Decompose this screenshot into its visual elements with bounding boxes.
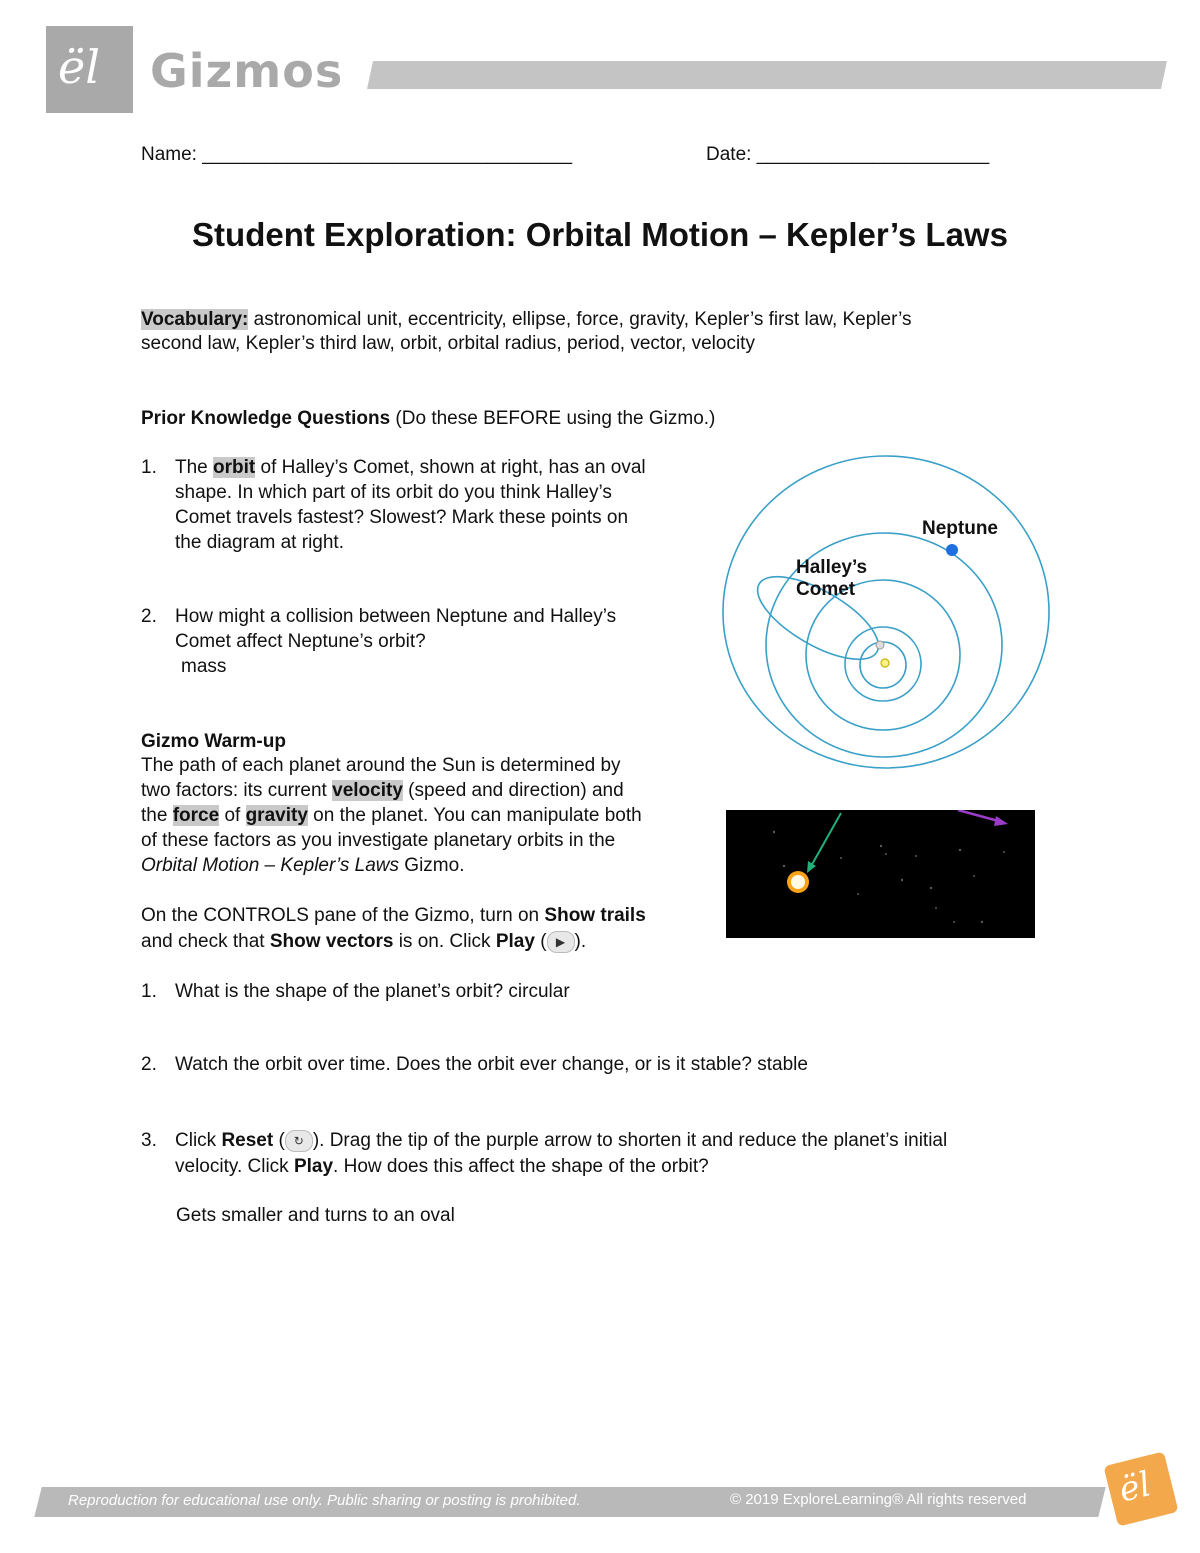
- vocabulary-line-2: second law, Kepler’s third law, orbit, orbital radius, period, vector, velocity: [141, 333, 755, 354]
- simulation-screenshot: [726, 810, 1035, 938]
- warmup-p1-line-4: of these factors as you investigate planetary orbits in the: [141, 830, 616, 851]
- gizmos-logo: [46, 26, 133, 113]
- prior-question-2-answer: mass: [181, 656, 227, 677]
- p1-l3-mid: of: [219, 805, 246, 826]
- warmup-heading: Gizmo Warm-up: [141, 731, 286, 752]
- neptune-label: Neptune: [922, 518, 998, 539]
- p1-l3-pre: the: [141, 805, 173, 826]
- prior-question-1: [141, 455, 646, 480]
- question-number: 1.: [141, 981, 157, 1002]
- planet-dot: [791, 875, 805, 889]
- question-number: 2.: [141, 1054, 157, 1075]
- halley-comet-dot: [876, 641, 884, 649]
- neptune-dot: [946, 544, 958, 556]
- sun-dot: [881, 659, 889, 667]
- date-field: Date: ______________________: [706, 144, 990, 165]
- vocabulary-line-1: [141, 307, 912, 332]
- term-force: force: [172, 805, 220, 826]
- q1-term-orbit: orbit: [213, 457, 256, 478]
- play-label-2: Play: [293, 1156, 334, 1177]
- show-trails-label: Show trails: [544, 905, 646, 926]
- warmup-q1-text: What is the shape of the planet’s orbit? circular: [175, 981, 570, 1002]
- q3-l2-pre: velocity. Click: [175, 1156, 294, 1177]
- halley-label-line-2: Comet: [796, 579, 856, 600]
- prior-question-2: [141, 604, 616, 629]
- warmup-question-2: [141, 1052, 808, 1077]
- name-field: Name: ___________________________________: [141, 144, 573, 165]
- reset-label: Reset: [221, 1130, 274, 1151]
- q3-post: ). Drag the tip of the purple arrow to shorten it and reduce the planet’s initial: [312, 1130, 948, 1151]
- p2-l2-close: ).: [574, 931, 587, 952]
- play-icon: ▶: [547, 931, 575, 953]
- q1-text-pre: The: [175, 457, 214, 478]
- header-bar: [367, 61, 1167, 89]
- q3-pre: Click: [175, 1130, 222, 1151]
- p2-l2-pre: and check that: [141, 931, 270, 952]
- q1-text-post: of Halley’s Comet, shown at right, has an oval: [255, 457, 646, 478]
- prior-knowledge-heading: [141, 406, 715, 431]
- warmup-question-3-line-2: [141, 1154, 709, 1179]
- warmup-p2-line-1: [141, 903, 646, 928]
- prior-heading-bold: Prior Knowledge Questions: [141, 408, 391, 429]
- prior-question-2-line-2: Comet affect Neptune’s orbit?: [175, 631, 426, 652]
- play-label: Play: [495, 931, 535, 952]
- warmup-question-3: [141, 1128, 947, 1153]
- question-number: 1.: [141, 457, 157, 478]
- halley-label-line-1: Halley’s: [796, 557, 868, 578]
- footer-disclaimer: Reproduction for educational use only. Public sharing or posting is prohibited.: [68, 1492, 581, 1509]
- reset-icon: ↻: [285, 1130, 313, 1152]
- prior-question-1-line-4: the diagram at right.: [175, 532, 344, 553]
- warmup-p1-line-2: [141, 778, 624, 803]
- p2-l1-pre: On the CONTROLS pane of the Gizmo, turn on: [141, 905, 545, 926]
- p1-l2-pre: two factors: its current: [141, 780, 333, 801]
- q3-open: (: [273, 1130, 285, 1151]
- footer-copyright: © 2019 ExploreLearning® All rights reserved: [730, 1491, 1027, 1508]
- q3-l2-post: . How does this affect the shape of the orbit?: [333, 1156, 709, 1177]
- logo-glyph: ël: [58, 40, 100, 94]
- prior-question-1-line-3: Comet travels fastest? Slowest? Mark these points on: [175, 507, 629, 528]
- warmup-p2-line-2: [141, 929, 586, 954]
- warmup-p1-line-3: [141, 803, 642, 828]
- warmup-question-1: [141, 979, 570, 1004]
- question-number: 2.: [141, 606, 157, 627]
- orbit-diagram: [722, 452, 1058, 774]
- warmup-q2-text: Watch the orbit over time. Does the orbit ever change, or is it stable? stable: [175, 1054, 808, 1075]
- p2-l2-open: (: [534, 931, 547, 952]
- show-vectors-label: Show vectors: [269, 931, 394, 952]
- brand-name: Gizmos: [150, 44, 344, 98]
- warmup-p1-line-5: [141, 853, 464, 878]
- question-number: 3.: [141, 1130, 157, 1151]
- gizmo-name-italic: Orbital Motion – Kepler’s Laws: [141, 855, 400, 876]
- vocabulary-text-1: astronomical unit, eccentricity, ellipse, force, gravity, Kepler’s first law, Kepler’s: [248, 309, 912, 330]
- prior-heading-note: (Do these BEFORE using the Gizmo.): [390, 408, 716, 429]
- warmup-question-3-answer: Gets smaller and turns to an oval: [176, 1205, 455, 1226]
- p1-l5-post: Gizmo.: [399, 855, 465, 876]
- page-title: Student Exploration: Orbital Motion – Kepler’s Laws: [192, 216, 1008, 253]
- footer-logo-glyph: ël: [1115, 1464, 1155, 1511]
- p2-l2-mid: is on. Click: [393, 931, 496, 952]
- q2-text-1: How might a collision between Neptune and Halley’s: [175, 606, 617, 627]
- term-gravity: gravity: [245, 805, 308, 826]
- p1-l3-post: on the planet. You can manipulate both: [307, 805, 642, 826]
- prior-question-1-line-2: shape. In which part of its orbit do you think Halley’s: [175, 482, 612, 503]
- explorelearning-logo: [1103, 1451, 1178, 1526]
- term-velocity: velocity: [332, 780, 403, 801]
- middle-planet-orbit: [806, 580, 960, 730]
- warmup-p1-line-1: The path of each planet around the Sun is determined by: [141, 755, 621, 776]
- vocabulary-label: Vocabulary:: [141, 309, 249, 330]
- p1-l2-post: (speed and direction) and: [402, 780, 624, 801]
